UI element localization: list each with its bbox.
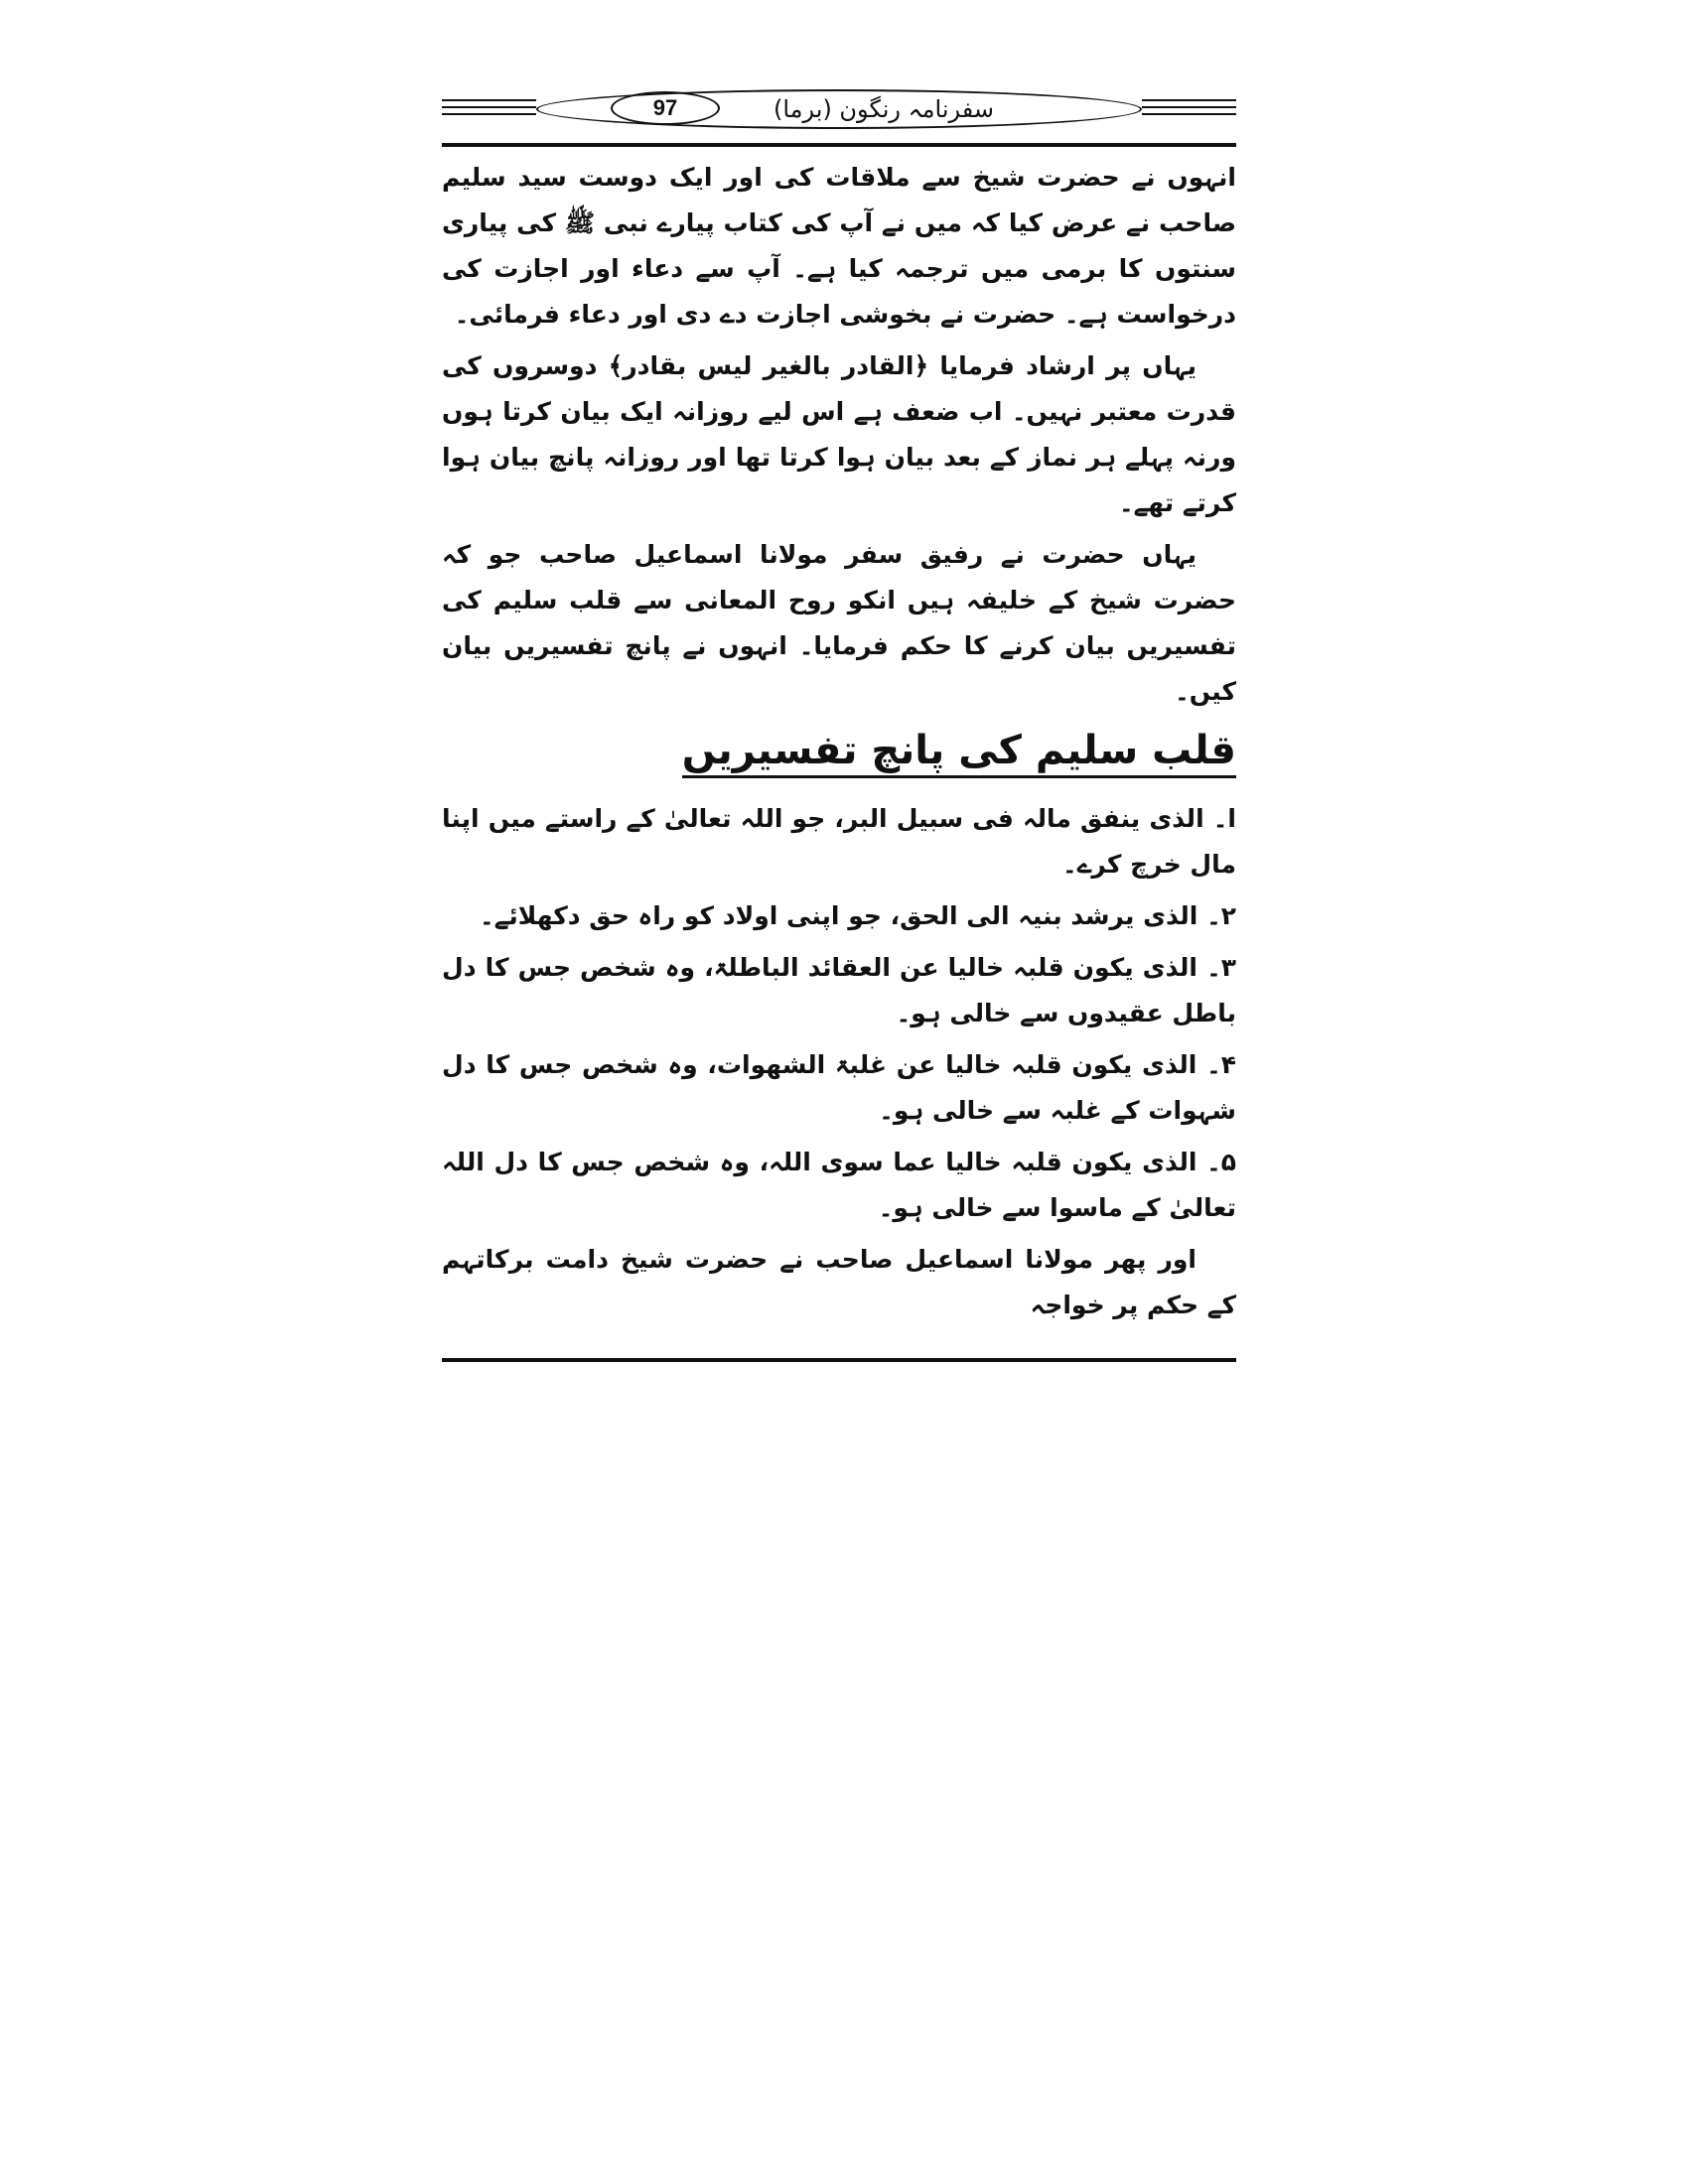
footer-divider: [442, 1358, 1236, 1362]
header-rule-left: [442, 99, 536, 119]
paragraph-3: یہاں حضرت نے رفیق سفر مولانا اسماعیل صاحب جو کہ حضرت شیخ کے خلیفہ ہیں انکو روح المعانی سے قلب سلیم کی تفسیریں بیان کرنے کا حکم فرمایا۔ انہوں نے پانچ تفسیریں بیان کیں۔: [442, 540, 1236, 706]
header-divider: [442, 143, 1236, 147]
paragraph-1: انہوں نے حضرت شیخ سے ملاقات کی اور ایک دوست سید سلیم صاحب نے عرض کیا کہ میں نے آپ کی کتاب پیارے نبی ﷺ کی پیاری سنتوں کا برمی میں ترجمہ کیا ہے۔ آپ سے دعاء اور اجازت کی درخواست ہے۔ حضرت نے بخوشی اجازت دے دی اور دعاء فرمائی۔: [442, 163, 1236, 329]
section-heading: [442, 721, 1236, 780]
running-title: سفرنامہ رنگون (برما): [773, 95, 995, 123]
page-body: [442, 155, 1236, 1328]
closing-line: اور پھر مولانا اسماعیل صاحب نے حضرت شیخ دامت برکاتہم کے حکم پر خواجہ: [442, 1245, 1236, 1319]
page-number: 97: [611, 91, 720, 125]
section-heading-text: قلب سلیم کی پانچ تفسیریں: [682, 728, 1236, 778]
list-item-4: ۴۔ الذی یکون قلبہ خالیا عن غلبۃ الشھوات، وہ شخص جس کا دل شہوات کے غلبہ سے خالی ہو۔: [442, 1050, 1236, 1125]
header-rule-right: [1142, 99, 1236, 119]
list-item-3: ۳۔ الذی یکون قلبہ خالیا عن العقائد الباطلۃ، وہ شخص جس کا دل باطل عقیدوں سے خالی ہو۔: [442, 953, 1236, 1027]
list-item-1: ا۔ الذی ینفق مالہ فی سبیل البر، جو اللہ تعالیٰ کے راستے میں اپنا مال خرچ کرے۔: [442, 804, 1236, 879]
paragraph-2: یہاں پر ارشاد فرمایا ﴿القادر بالغیر لیس بقادر﴾ دوسروں کی قدرت معتبر نہیں۔ اب ضعف ہے اس لیے روزانہ ایک بیان کرتا ہوں ورنہ پہلے ہر نماز کے بعد بیان ہوا کرتا تھا اور روزانہ پانچ بیان ہوا کرتے تھے۔: [442, 351, 1236, 517]
list-item-2: ۲۔ الذی یرشد بنیہ الی الحق، جو اپنی اولاد کو راہ حق دکھلائے۔: [480, 901, 1236, 930]
list-item-5: ۵۔ الذی یکون قلبہ خالیا عما سوی اللہ، وہ شخص جس کا دل اللہ تعالیٰ کے ماسوا سے خالی ہو۔: [442, 1148, 1236, 1222]
page-header: [442, 79, 1236, 139]
book-page: [442, 79, 1236, 1362]
